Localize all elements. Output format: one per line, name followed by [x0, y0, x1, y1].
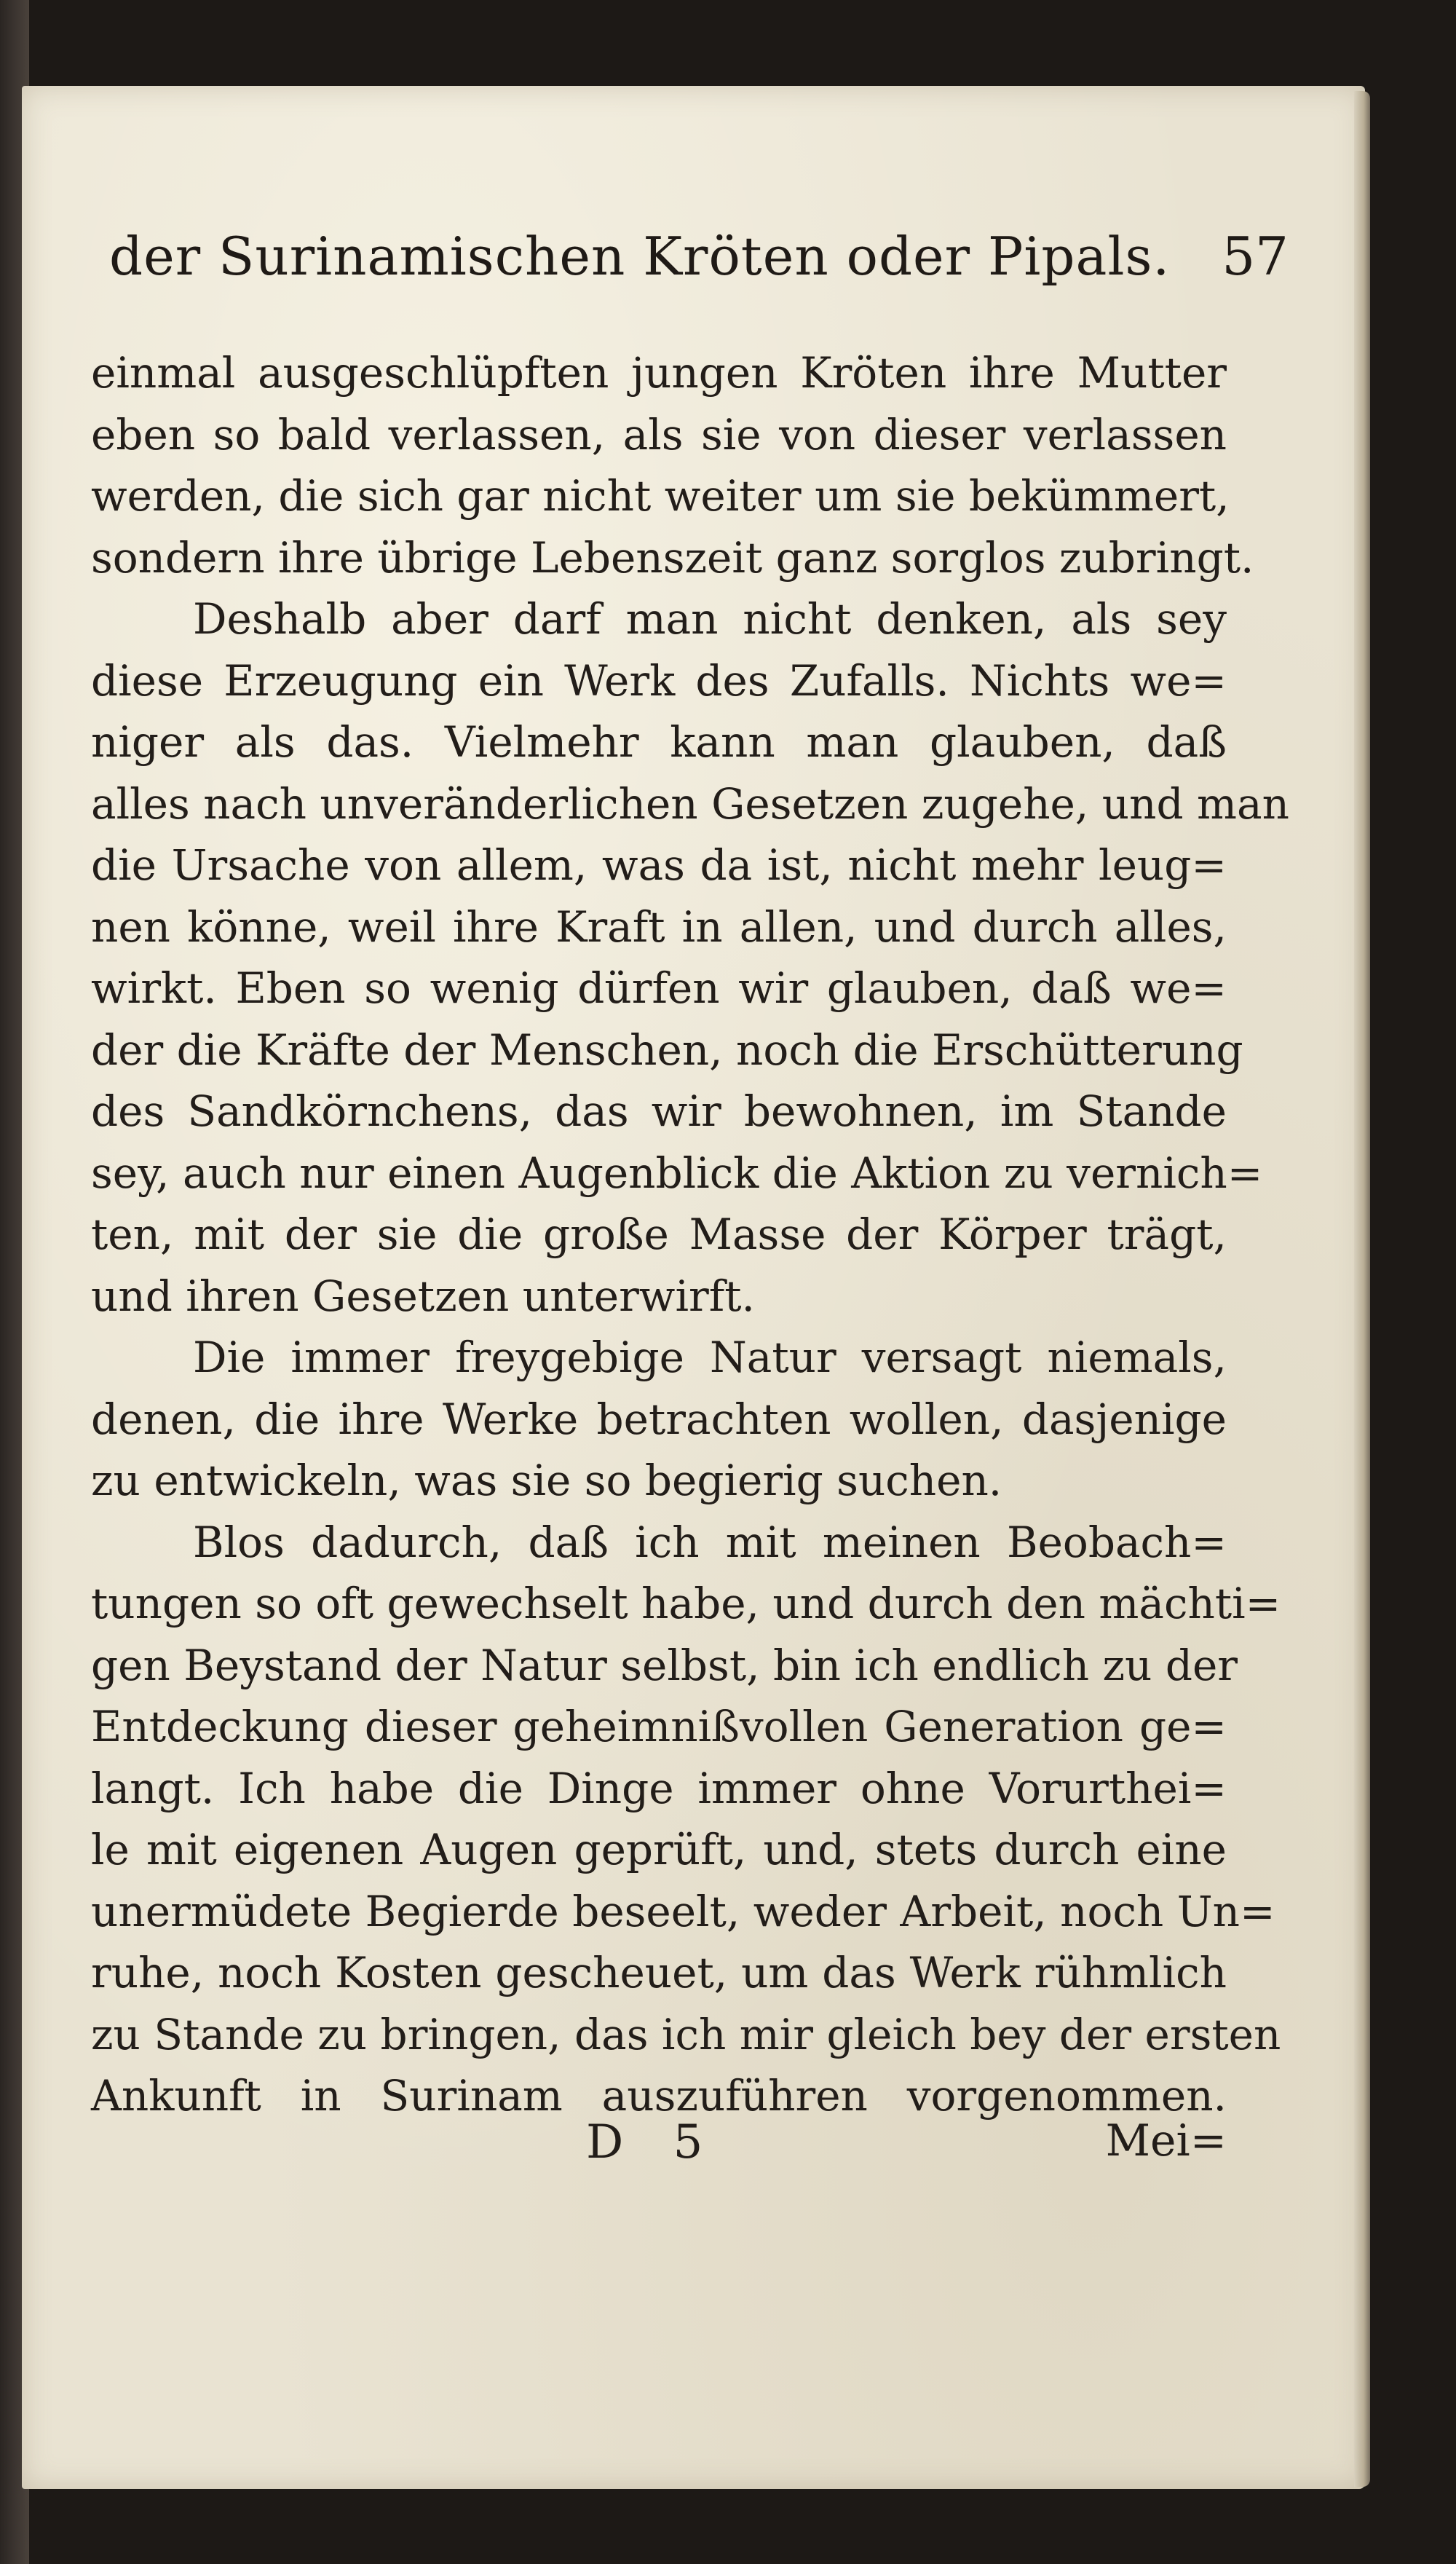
- text-line: wirkt. Eben so wenig dürfen wir glauben, daß we=: [91, 963, 1227, 1013]
- text-line: Entdeckung dieser geheimnißvollen Generation ge=: [91, 1702, 1227, 1751]
- paragraph-start-line: Blos dadurch, daß ich mit meinen Beobach=: [193, 1517, 1227, 1567]
- text-line: le mit eigenen Augen geprüft, und, stets durch eine: [91, 1825, 1227, 1874]
- text-line: ten, mit der sie die große Masse der Körper trägt,: [91, 1210, 1227, 1259]
- page-header: [109, 218, 1289, 306]
- text-line: einmal ausgeschlüpften jungen Kröten ihre Mutter: [91, 348, 1227, 398]
- text-line: werden, die sich gar nicht weiter um sie bekümmert,: [91, 471, 1230, 521]
- text-line: diese Erzeugung ein Werk des Zufalls. Nichts we=: [91, 655, 1227, 706]
- text-line: niger als das. Vielmehr kann man glauben, daß: [91, 717, 1227, 767]
- text-line: Ankunft in Surinam auszuführen vorgenommen.: [91, 2071, 1227, 2121]
- text-line: nen könne, weil ihre Kraft in allen, und durch alles,: [91, 902, 1227, 952]
- text-line: des Sandkörnchens, das wir bewohnen, im Stande: [91, 1086, 1227, 1136]
- text-line: die Ursache von allem, was da ist, nicht mehr leug=: [91, 840, 1227, 890]
- text-line: sondern ihre übrige Lebenszeit ganz sorglos zubringt.: [91, 532, 1254, 583]
- running-head: der Surinamischen Kröten oder Pipals.: [109, 226, 1171, 287]
- text-line: der die Kräfte der Menschen, noch die Erschütterung: [91, 1025, 1243, 1075]
- text-line: gen Beystand der Natur selbst, bin ich endlich zu der: [91, 1640, 1238, 1690]
- signature-mark: D 5: [586, 2115, 721, 2169]
- text-line: denen, die ihre Werke betrachten wollen, dasjenige: [91, 1394, 1227, 1444]
- text-line: ruhe, noch Kosten gescheuet, um das Werk rühmlich: [91, 1948, 1227, 1997]
- body-text: [91, 342, 1289, 2127]
- text-line: unermüdete Begierde beseelt, weder Arbeit, noch Un=: [91, 1886, 1275, 1936]
- text-line: zu Stande zu bringen, das ich mir gleich bey der ersten: [91, 2009, 1281, 2059]
- text-line: sey, auch nur einen Augenblick die Aktion zu vernich=: [91, 1148, 1263, 1198]
- text-line: eben so bald verlassen, als sie von dieser verlassen: [91, 409, 1227, 459]
- paragraph-start-line: Deshalb aber darf man nicht denken, als sey: [193, 594, 1227, 644]
- page-number: 57: [1222, 226, 1289, 287]
- text-line: alles nach unveränderlichen Gesetzen zugehe, und man: [91, 778, 1289, 829]
- text-line: zu entwickeln, was sie so begierig suchen.: [91, 1456, 1002, 1505]
- catchword: Mei=: [1105, 2115, 1227, 2166]
- paragraph-start-line: Die immer freygebige Natur versagt niemals,: [193, 1333, 1227, 1382]
- text-line: und ihren Gesetzen unterwirft.: [91, 1271, 755, 1321]
- text-line: langt. Ich habe die Dinge immer ohne Vorurthei=: [91, 1763, 1227, 1813]
- page-footer: [91, 2115, 1227, 2196]
- text-line: tungen so oft gewechselt habe, und durch den mächti=: [91, 1579, 1281, 1628]
- page-fore-edge: [1354, 91, 1370, 2487]
